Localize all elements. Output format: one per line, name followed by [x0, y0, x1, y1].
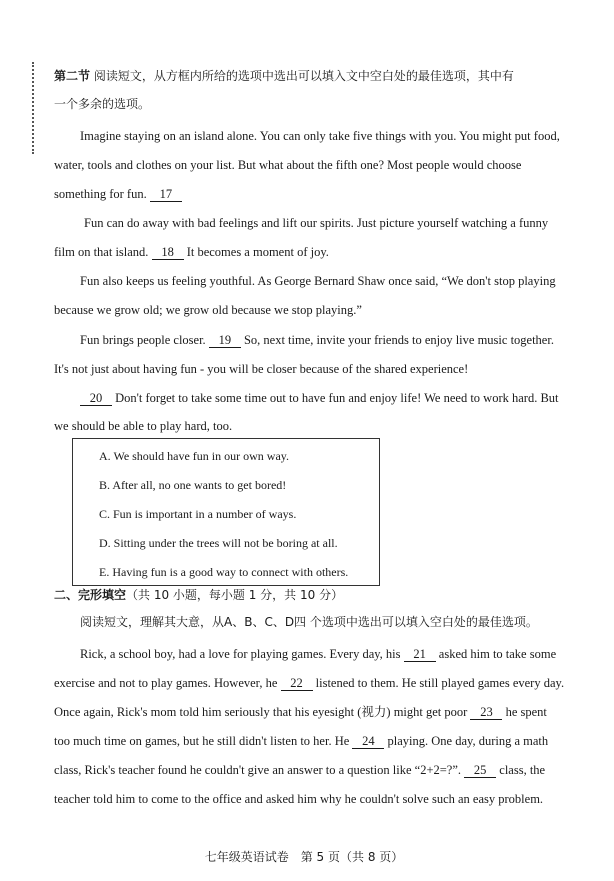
part2-heading-scoring: （共 10 小题，每小题 1 分，共 10 分）: [126, 588, 344, 602]
option-d[interactable]: D. Sitting under the trees will not be boring at all.: [99, 536, 338, 550]
passage1-p4-post: So, next time, invite your friends to enjoy live music together.: [243, 333, 554, 347]
passage2-l4-post: playing. One day, during a math: [387, 734, 549, 748]
passage2-l3-pre: Once again, Rick's mom told him seriously that his eyesight (视力) might get poor: [54, 705, 468, 719]
passage2-line6: teacher told him to come to the office and asked him why he couldn't solve such an easy problem.: [54, 792, 544, 806]
passage1-p4-line2: It's not just about having fun - you will be closer because of the shared experience!: [54, 362, 469, 376]
section2-instruction-line: [54, 68, 554, 84]
passage2-l1-post: asked him to take some: [438, 647, 557, 661]
passage2-l3-post: he spent: [505, 705, 547, 719]
section2-title: 第二节: [54, 69, 91, 83]
option-b[interactable]: B. After all, no one wants to get bored!: [99, 478, 287, 492]
option-a[interactable]: A. We should have fun in our own way.: [99, 449, 290, 463]
passage2-l1-pre: Rick, a school boy, had a love for playing games. Every day, his: [80, 647, 401, 661]
passage1-p5-line1: [80, 390, 580, 406]
passage1-p3-line2: because we grow old; we grow old because we stop playing.”: [54, 303, 362, 317]
blank-20[interactable]: 20: [80, 392, 112, 406]
section2-instruction-cont: 一个多余的选项。: [54, 97, 151, 111]
blank-24[interactable]: 24: [352, 735, 384, 749]
blank-25[interactable]: 25: [464, 764, 496, 778]
blank-18[interactable]: 18: [152, 246, 184, 260]
passage1-p3-line1: Fun also keeps us feeling youthful. As George Bernard Shaw once said, “We don't stop playing: [80, 274, 556, 288]
passage1-p1-line3: [54, 186, 554, 202]
blank-23[interactable]: 23: [470, 706, 502, 720]
blank-19[interactable]: 19: [209, 334, 241, 348]
passage2-line2: [54, 675, 565, 691]
passage2-line1: [80, 646, 580, 662]
passage1-p5-post: Don't forget to take some time out to have fun and enjoy life! We need to work hard. But: [115, 391, 559, 405]
passage2-line5: [54, 762, 554, 778]
part2-heading-title: 二、完形填空: [54, 588, 127, 602]
passage1-p2-line2: [54, 244, 554, 260]
passage1-p1-text: something for fun.: [54, 187, 147, 201]
passage1-p4-pre: Fun brings people closer.: [80, 333, 206, 347]
passage1-p2-pre: film on that island.: [54, 245, 149, 259]
binding-dotted-line: [32, 62, 34, 154]
passage1-p2-post: It becomes a moment of joy.: [186, 245, 329, 259]
passage2-l2-pre: exercise and not to play games. However, he: [54, 676, 278, 690]
passage2-l4-pre: too much time on games, but he still didn't listen to her. He: [54, 734, 350, 748]
page-footer: 七年级英语试卷 第 5 页（共 8 页）: [204, 850, 404, 864]
passage2-line3: [54, 704, 554, 720]
passage1-p5-line2: we should be able to play hard, too.: [54, 419, 233, 433]
part2-instruction: 阅读短文，理解其大意，从A、B、C、D四 个选项中选出可以填入空白处的最佳选项。: [80, 615, 538, 629]
option-c[interactable]: C. Fun is important in a number of ways.: [99, 507, 297, 521]
part2-heading: [54, 587, 554, 603]
passage1-p1-line2: water, tools and clothes on your list. But what about the fifth one? Most people would choose: [54, 158, 522, 172]
passage2-l5-pre: class, Rick's teacher found he couldn't give an answer to a question like “2+2=?”.: [54, 763, 462, 777]
passage2-line4: [54, 733, 554, 749]
passage2-l5-post: class, the: [499, 763, 546, 777]
passage1-p4-line1: [80, 332, 580, 348]
blank-22[interactable]: 22: [281, 677, 313, 691]
options-box: [72, 438, 380, 586]
blank-21[interactable]: 21: [404, 648, 436, 662]
passage2-l2-post: listened to them. He still played games every day.: [315, 676, 565, 690]
blank-17[interactable]: 17: [150, 188, 182, 202]
passage1-p1-line1: Imagine staying on an island alone. You can only take five things with you. You might put food,: [80, 129, 560, 143]
passage1-p2-line1: Fun can do away with bad feelings and lift our spirits. Just picture yourself watching a funny: [84, 216, 549, 230]
option-e[interactable]: E. Having fun is a good way to connect with others.: [99, 565, 349, 579]
section2-instruction: 阅读短文，从方框内所给的选项中选出可以填入文中空白处的最佳选项，其中有: [93, 69, 514, 83]
